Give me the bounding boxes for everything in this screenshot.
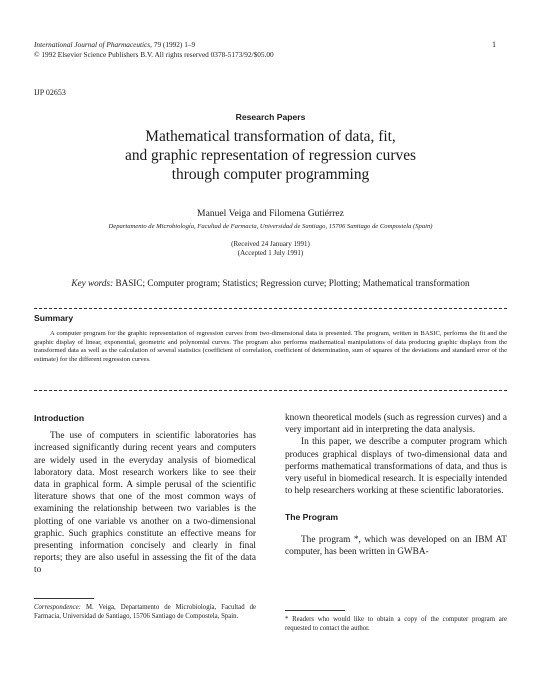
keywords-label: Key words: (71, 278, 114, 288)
summary-heading: Summary (34, 313, 74, 323)
footnote-rule-right (285, 610, 345, 611)
article-title (40, 127, 501, 184)
correspondence-text: M. Veiga, Departamento de Microbiología, Facultad de Farmacia, Universidad de Santiago, 15706 Santiago de Compostela, Spain. (34, 604, 256, 620)
right-column (285, 412, 507, 558)
introduction-heading: Introduction (34, 413, 85, 423)
keywords (60, 278, 481, 289)
journal-citation-line (34, 40, 274, 50)
summary-top-divider (34, 308, 507, 309)
correspondence-label: Correspondence: (34, 604, 81, 611)
keywords-text: BASIC; Computer program; Statistics; Regression curve; Plotting; Mathematical transformation (115, 278, 470, 288)
correspondence-note (34, 603, 256, 621)
right-paragraph-1: known theoretical models (such as regression curves) and a very important aid in interpreting the data analysis. (285, 413, 507, 436)
left-column (34, 412, 256, 577)
introduction-paragraph: The use of computers in scientific laboratories has increased significantly during recent years and computers are widely used in the everyday analysis of biomedical laboratory data. Most research workers like to see their data in graphical form. A simple perusal of the scientific literature shows that one of the most common ways of examining the relationship between two variables is the plotting of one variable vs another on a two-dimensional graphic. Such graphics constitute an effective means for presenting information concisely and clearly in final reports; they are also useful in assessing the fit of the data to (34, 431, 256, 576)
program-heading: The Program (285, 512, 339, 523)
program-footnote: * Readers who would like to obtain a copy of the computer program are requested to contact the author. (285, 616, 507, 632)
journal-header (34, 40, 274, 59)
summary-text: A computer program for the graphic representation of regression curves from two-dimensional data is presented. The program, written in BASIC, performs the fit and the graphic display of linear, exponential, geometric and polynomial curves. The program also performs mathematical manipulations of data producing graphic displays from the transformed data as well as the calculation of several statistics (coefficient of correlation, coefficient of determination, sum of squares of the deviations and standard error of the estimate) for the different regression curves. (34, 330, 507, 363)
title-line-1: Mathematical transformation of data, fit, (145, 128, 396, 145)
program-paragraph: The program *, which was developed on an IBM AT computer, has been written in GWBA- (285, 534, 507, 557)
journal-volume: , 79 (1992) 1–9 (150, 40, 196, 49)
received-date: (Received 24 January 1991) (231, 240, 310, 248)
page-number: 1 (492, 40, 496, 49)
affiliation: Departamento de Microbiología, Facultad de Farmacia, Universidad de Santiago, 15706 Santiago de Compostela (Spain) (108, 223, 433, 230)
authors: Manuel Veiga and Filomena Gutiérrez (197, 208, 344, 219)
right-paragraph-2: In this paper, we describe a computer program which produces graphical displays of two-dimensional data and performs mathematical transformations of data, and thus is very useful in biomedical research. It is especially intended to help researchers working at these scientific laboratories. (285, 437, 507, 497)
section-label: Research Papers (235, 112, 306, 122)
article-code: IJP 02653 (34, 88, 66, 97)
summary-bottom-divider (34, 390, 507, 391)
journal-name: International Journal of Pharmaceutics (34, 40, 151, 49)
footnote-rule-left (34, 598, 94, 599)
title-line-2: and graphic representation of regression curves (124, 147, 417, 164)
accepted-date: (Accepted 1 July 1991) (237, 249, 304, 257)
copyright-line: © 1992 Elsevier Science Publishers B.V. All rights reserved 0378-5173/92/$05.00 (34, 49, 274, 59)
title-line-3: through computer programming (171, 166, 370, 183)
dates (0, 240, 541, 258)
